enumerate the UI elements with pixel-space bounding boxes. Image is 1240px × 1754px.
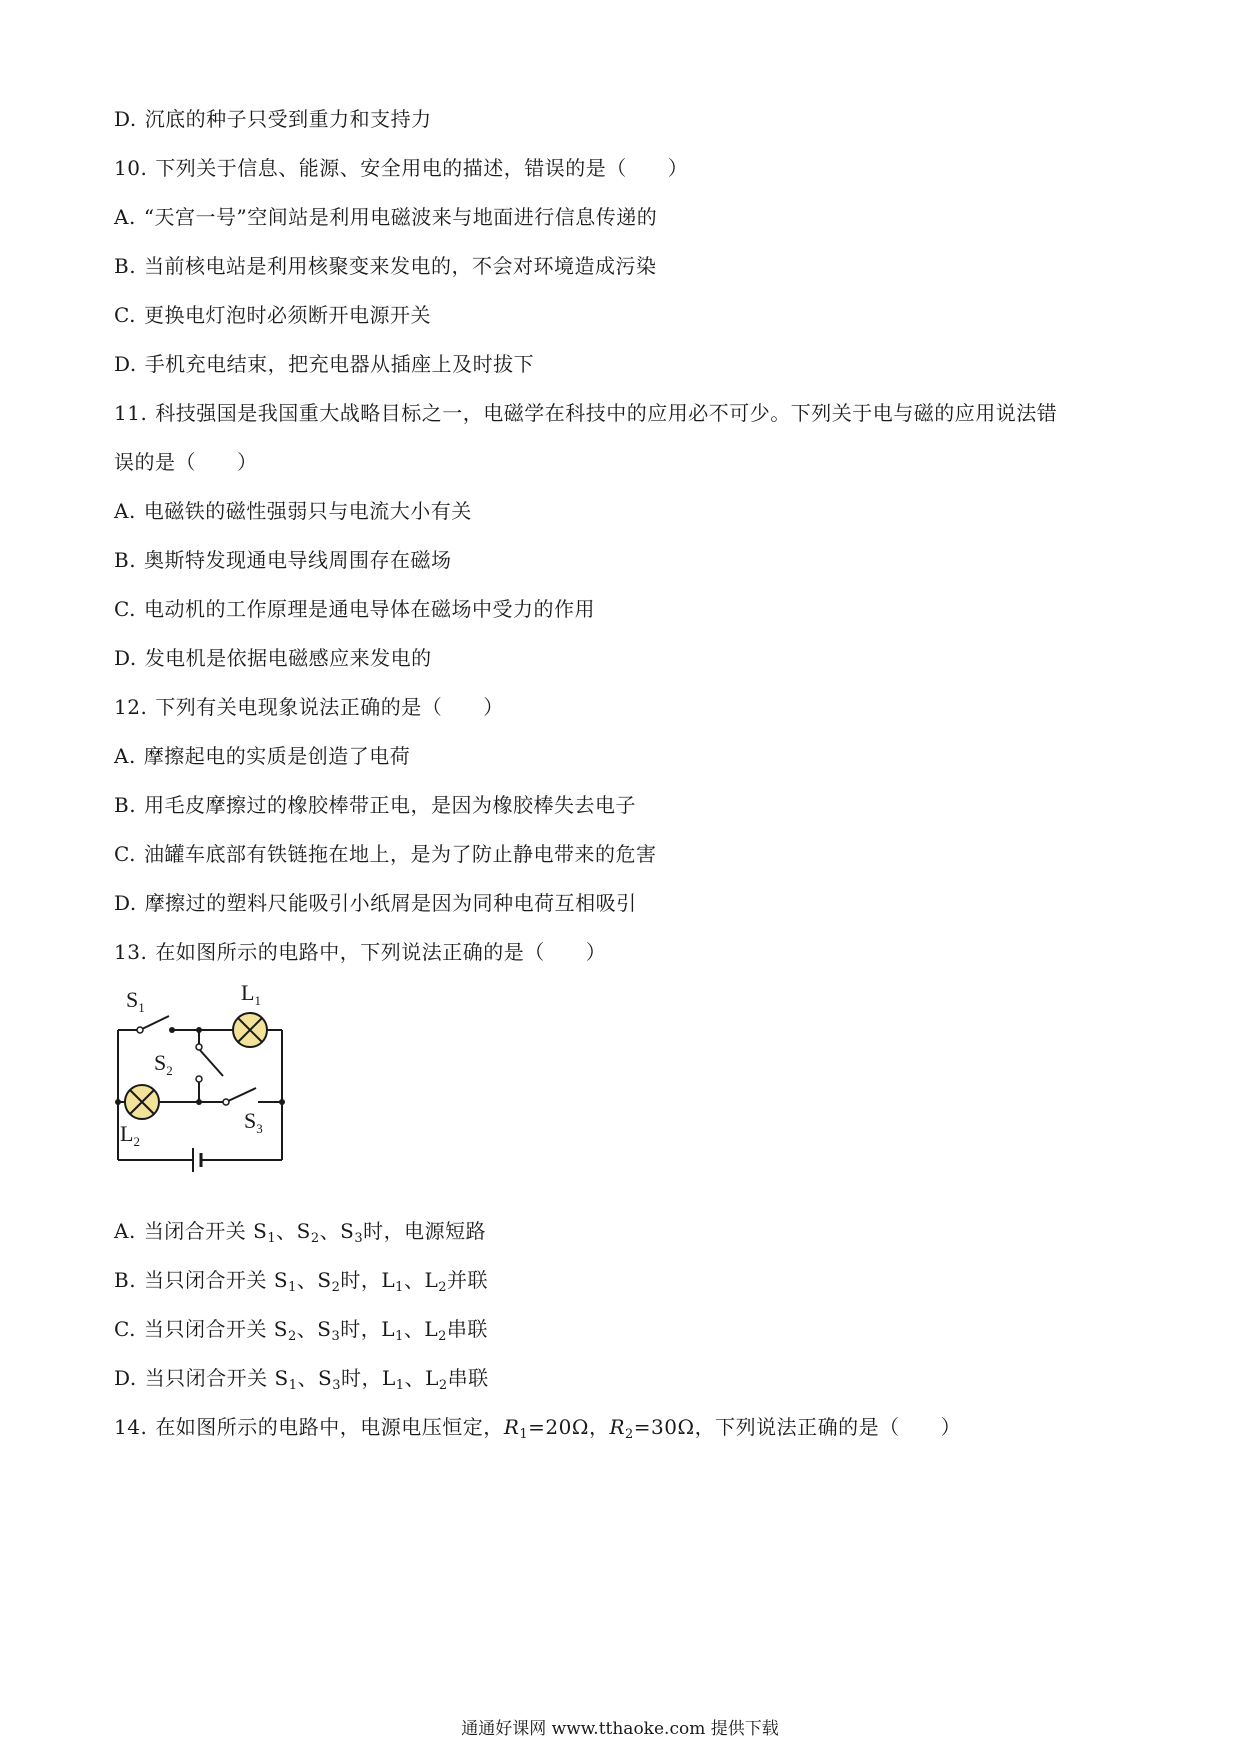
q10-option-c: C. 更换电灯泡时必须断开电源开关	[114, 303, 431, 327]
q14-stem: 14. 在如图所示的电路中，电源电压恒定，$R_1=20\Omega$，$R_2=30\Omega$，下列说法正确的是（ ）	[114, 1415, 962, 1442]
junction-mid	[196, 1099, 202, 1105]
label-l2: $L_2$	[120, 1121, 140, 1149]
q10-option-d: D. 手机充电结束，把充电器从插座上及时拔下	[114, 352, 535, 376]
q10-option-a: A. “天宫一号”空间站是利用电磁波来与地面进行信息传递的	[114, 205, 658, 229]
q11-option-b: B. 奥斯特发现通电导线周围存在磁场	[114, 548, 452, 572]
label-s2: $S_2$	[154, 1050, 173, 1078]
q11-stem: 11. 科技强国是我国重大战略目标之一，电磁学在科技中的应用必不可少。下列关于电与磁的应用说法错	[114, 401, 1058, 425]
contact-s3-a	[223, 1099, 229, 1105]
q11-option-a: A. 电磁铁的磁性强弱只与电流大小有关	[114, 499, 472, 523]
circuit-diagram	[108, 978, 288, 1200]
switch-s2	[199, 1049, 223, 1076]
label-s1: $S_1$	[126, 987, 145, 1015]
junction-left	[115, 1099, 121, 1105]
q13-option-a: A. 当闭合开关 $S_1$、$S_2$、$S_3$时，电源短路	[114, 1219, 487, 1246]
q13-option-c: C. 当只闭合开关 $S_2$、$S_3$时，$L_1$、$L_2$串联	[114, 1317, 488, 1344]
contact-s2-a	[196, 1044, 202, 1050]
junction-right	[279, 1099, 285, 1105]
q12-option-a: A. 摩擦起电的实质是创造了电荷	[114, 744, 411, 768]
q11-stem-cont: 误的是（ ）	[114, 450, 258, 474]
label-l1: $L_1$	[241, 980, 261, 1008]
q11-option-c: C. 电动机的工作原理是通电导体在磁场中受力的作用	[114, 597, 595, 621]
q13-stem: 13. 在如图所示的电路中，下列说法正确的是（ ）	[114, 940, 607, 964]
q12-option-c: C. 油罐车底部有铁链拖在地上，是为了防止静电带来的危害	[114, 842, 657, 866]
q12-option-b: B. 用毛皮摩擦过的橡胶棒带正电，是因为橡胶棒失去电子	[114, 793, 637, 817]
contact-s2-b	[196, 1076, 202, 1082]
label-s3: $S_3$	[244, 1108, 263, 1136]
q12-stem: 12. 下列有关电现象说法正确的是（ ）	[114, 695, 504, 719]
q13-option-b: B. 当只闭合开关 $S_1$、$S_2$时，$L_1$、$L_2$并联	[114, 1268, 489, 1295]
junction-top	[196, 1027, 202, 1033]
page-footer: 通通好课网 www.tthaoke.com 提供下载	[461, 1719, 779, 1739]
q11-option-d: D. 发电机是依据电磁感应来发电的	[114, 646, 432, 670]
switch-s3	[226, 1088, 256, 1102]
q12-option-d: D. 摩擦过的塑料尺能吸引小纸屑是因为同种电荷互相吸引	[114, 891, 637, 915]
q10-stem: 10. 下列关于信息、能源、安全用电的描述，错误的是（ ）	[114, 156, 689, 180]
contact-s1-b	[169, 1027, 175, 1033]
contact-s1-a	[137, 1027, 143, 1033]
q10-option-b: B. 当前核电站是利用核聚变来发电的，不会对环境造成污染	[114, 254, 657, 278]
switch-s1	[140, 1016, 169, 1030]
q13-option-d: D. 当只闭合开关 $S_1$、$S_3$时，$L_1$、$L_2$串联	[114, 1366, 489, 1393]
q9-option-d: D. 沉底的种子只受到重力和支持力	[114, 107, 432, 131]
